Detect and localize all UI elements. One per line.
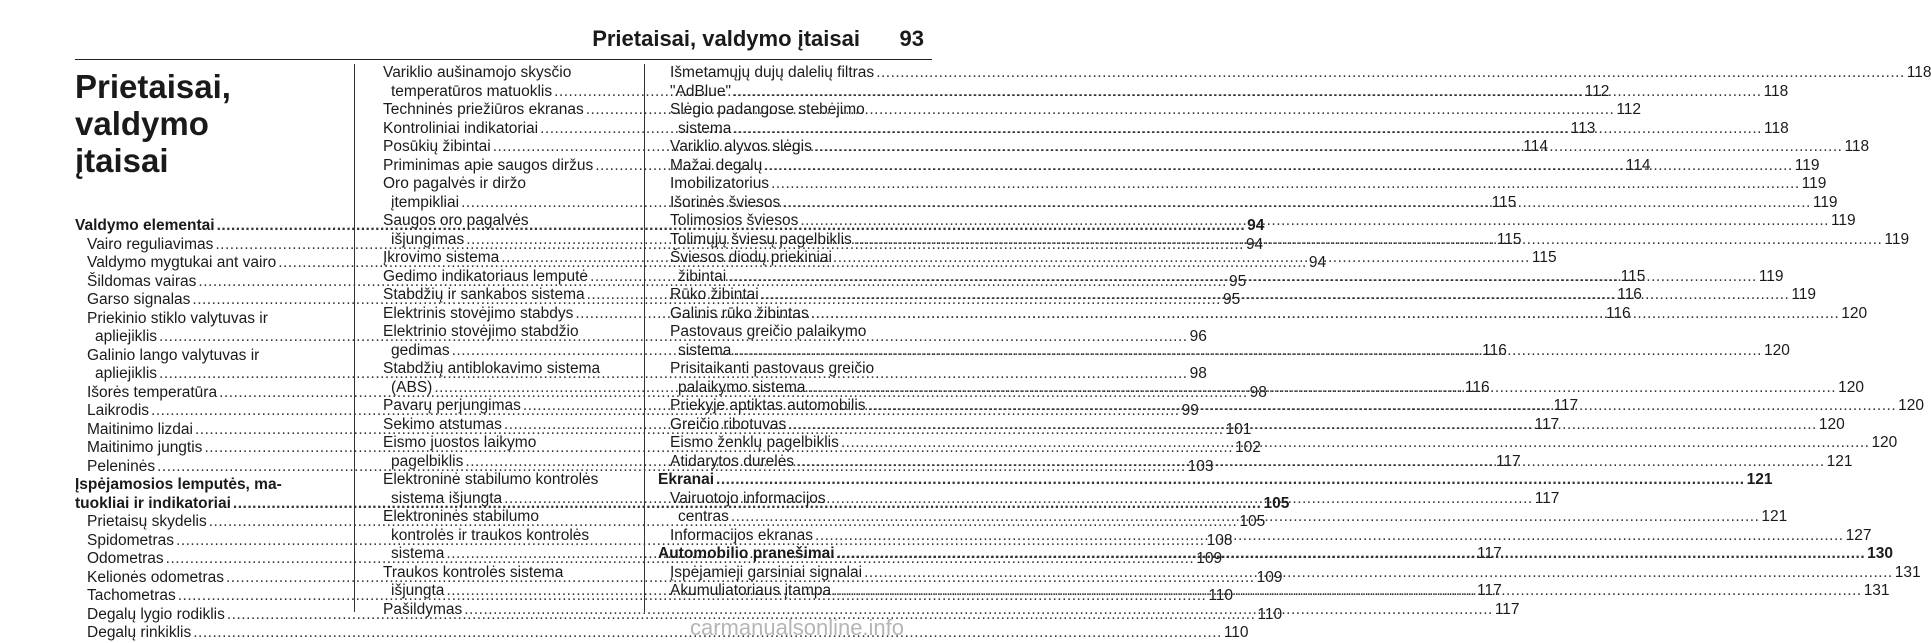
toc-entry-title: Automobilio pranešimai <box>658 545 835 562</box>
toc-page-number: 119 <box>1830 212 1856 229</box>
toc-entry-title: Variklio alyvos slėgis <box>670 138 812 155</box>
dot-leader <box>788 416 1817 435</box>
toc-entry-title: Sekimo atstumas <box>383 415 502 433</box>
toc-entry-title: Priminimas apie saugos diržus <box>383 156 594 174</box>
toc-page-number: 127 <box>1845 526 1872 544</box>
toc-entry[interactable] <box>658 175 1827 194</box>
toc-page-number: 110 <box>1223 624 1249 641</box>
toc-page-number: 118 <box>1844 138 1870 155</box>
toc-page-number: 116 <box>1605 304 1631 322</box>
header-rule <box>75 59 932 60</box>
toc-page-number: 109 <box>1256 568 1283 586</box>
toc-entry-title: Greičio ribotuvas <box>670 415 787 433</box>
dot-leader <box>733 120 1762 139</box>
toc-entry-title: Laikrodis <box>87 402 150 419</box>
dot-leader <box>501 249 1530 268</box>
dot-leader <box>854 231 1883 250</box>
toc-entry-text: Traukos kontrolės sistema <box>383 563 564 581</box>
dot-leader <box>811 305 1840 324</box>
page-number: 93 <box>899 26 924 51</box>
toc-entry-text: Stabdžių antiblokavimo sistema <box>383 360 601 377</box>
dot-leader <box>464 601 1493 620</box>
toc-entry-title: Rūko žibintai <box>670 286 759 303</box>
toc-page-number: 117 <box>1495 452 1521 470</box>
toc-page-number: 115 <box>1491 193 1517 211</box>
toc-page-number: 119 <box>1758 267 1784 285</box>
toc-entry-text: Elektroninė stabilumo kontrolės <box>383 471 599 488</box>
toc-entry-title: Valdymo elementai <box>75 217 215 234</box>
dot-leader <box>864 564 1893 583</box>
toc-page-number: 118 <box>1906 64 1931 81</box>
toc-entry-title: Stabdžių ir sankabos sistema <box>383 286 585 303</box>
toc-entry-title: Pašildymas <box>383 600 463 618</box>
dot-leader <box>868 397 1897 416</box>
toc-entry-title: Priekyje aptiktas automobilis <box>670 397 866 414</box>
toc-page-number: 95 <box>1228 272 1247 290</box>
toc-entry-text: Priekinio stiklo valytuvas ir <box>87 309 268 327</box>
toc-page-number: 115 <box>1531 249 1557 266</box>
toc-entry-title: Elektrinis stovėjimo stabdys <box>383 304 574 322</box>
toc-page-number: 114 <box>1625 156 1651 174</box>
toc-entry-title: Maitinimo jungtis <box>87 439 203 456</box>
toc-page-number: 117 <box>1476 545 1502 562</box>
dot-leader <box>782 194 1811 213</box>
toc-entry-text: Variklio aušinamojo skysčio <box>383 64 572 81</box>
dot-leader <box>764 157 1793 176</box>
dot-leader <box>761 286 1790 305</box>
dot-leader <box>833 582 1862 601</box>
toc-entry-title: (ABS) <box>391 378 433 396</box>
toc-entry-title: Peleninės <box>87 457 156 475</box>
toc-entry-text: Elektroninės stabilumo <box>383 508 539 525</box>
toc-page-number: 108 <box>1206 531 1233 549</box>
toc-entry-title: Tolimosios šviesos <box>670 212 799 229</box>
toc-page-number: 121 <box>1761 508 1788 525</box>
toc-page-number: 120 <box>1763 341 1790 359</box>
toc-entry-title: apliejiklis <box>95 365 158 382</box>
toc-entry-text: Slėgio padangose stebėjimo <box>670 101 865 118</box>
toc-entry-title: temperatūros matuoklis <box>391 82 553 100</box>
running-title: Prietaisai, valdymo įtaisai <box>592 26 860 51</box>
toc-entry-text: Pastovaus greičio palaikymo <box>670 323 867 340</box>
toc-entry-text: Įspėjamosios lemputės, ma- <box>75 476 282 493</box>
dot-leader <box>728 268 1757 287</box>
toc-page-number: 119 <box>1794 156 1820 174</box>
dot-leader <box>841 434 1870 453</box>
toc-entry-title: palaikymo sistema <box>678 378 806 396</box>
toc-page-number: 117 <box>1477 582 1502 599</box>
toc-entry-title: Atidarytos durelės <box>670 452 795 470</box>
toc-entry[interactable] <box>658 64 1931 83</box>
toc-entry-title: Išorinės šviesos <box>670 193 781 211</box>
toc-entry-title: Galinis rūko žibintas <box>670 304 809 322</box>
toc-entry-title: Gedimo indikatoriaus lemputė <box>383 267 589 285</box>
toc-entry-title: įtempikliai <box>391 193 460 211</box>
watermark: carmanualsonline.info <box>690 615 905 640</box>
toc-entry-title: Degalų rinkiklis <box>87 624 192 641</box>
toc-entry-title: Pavarų perjungimas <box>383 397 521 414</box>
toc-entry-title: Ekranai <box>658 471 715 488</box>
toc-page-number: 117 <box>1553 397 1579 414</box>
toc-page-number: 116 <box>1464 378 1490 396</box>
toc-page-number: 121 <box>1826 452 1853 470</box>
toc-page-number: 94 <box>1308 254 1327 271</box>
toc-entry[interactable] <box>658 471 1773 490</box>
toc-page-number: 105 <box>1263 494 1290 512</box>
toc-entry-title: sistema <box>678 341 732 359</box>
dot-leader <box>733 83 1762 102</box>
toc-entry-title: kontrolės ir traukos kontrolės <box>391 526 590 544</box>
toc-entry-title: "AdBlue" <box>670 82 731 100</box>
toc-page-number: 112 <box>1584 82 1610 100</box>
toc-entry-title: Spidometras <box>87 531 175 549</box>
toc-page-number: 95 <box>1222 291 1241 308</box>
toc-entry-title: Imobilizatorius <box>670 175 770 192</box>
toc-entry-title: Akumuliatoriaus įtampa <box>670 582 832 599</box>
page-header <box>0 0 960 62</box>
toc-page-number: 120 <box>1898 397 1925 414</box>
toc-page-number: 98 <box>1189 365 1207 382</box>
toc-page-number: 99 <box>1181 402 1199 419</box>
toc-entry-text: Saugos oro pagalvės <box>383 212 529 229</box>
toc-entry-title: Posūkių žibintai <box>383 138 491 155</box>
toc-entry-text: Elektrinio stovėjimo stabdžio <box>383 323 579 340</box>
toc-entry-title: Šildomas vairas <box>87 272 197 290</box>
toc-page-number: 119 <box>1812 193 1838 211</box>
toc-entry-title: Techninės priežiūros ekranas <box>383 101 584 118</box>
toc-page-number: 115 <box>1620 267 1646 285</box>
toc-entry-title: Garso signalas <box>87 291 191 308</box>
toc-entry-text: Prisitaikanti pastovaus greičio <box>670 360 875 377</box>
toc-page-number: 94 <box>1247 217 1265 234</box>
toc-entry-title: Eismo ženklų pagelbiklis <box>670 434 839 451</box>
dot-leader <box>800 212 1829 231</box>
toc-page-number: 116 <box>1482 341 1507 359</box>
toc-page-number: 103 <box>1187 457 1214 475</box>
toc-entry-title: Degalų lygio rodiklis <box>87 605 225 623</box>
toc-entry-title: Informacijos ekranas <box>670 526 814 544</box>
toc-page-number: 112 <box>1616 101 1642 118</box>
toc-page-number: 118 <box>1763 119 1789 137</box>
toc-page-number: 117 <box>1494 600 1520 618</box>
toc-entry-title: Kelionės odometras <box>87 568 224 586</box>
toc-page-number: 117 <box>1534 415 1560 433</box>
toc-entry-title: išjungta <box>391 582 445 599</box>
toc-entry-title: sistema <box>678 119 732 137</box>
toc-page-number: 98 <box>1249 383 1267 401</box>
toc-entry-title: tuokliai ir indikatoriai <box>75 494 231 512</box>
toc-entry-title: Išorės temperatūra <box>87 383 218 401</box>
toc-entry-title: Kontroliniai indikatoriai <box>383 119 539 137</box>
toc-page-number: 109 <box>1196 550 1223 567</box>
toc-entry-title: Tolimųjų šviesų pagelbiklis <box>670 230 852 248</box>
dot-leader <box>837 545 1866 564</box>
toc-entry-title: sistema išjungta <box>391 489 503 507</box>
toc-entry-title: Išmetamųjų dujų dalelių filtras <box>670 64 875 81</box>
toc-page-number: 113 <box>1570 119 1596 137</box>
toc-page-number: 119 <box>1884 230 1910 248</box>
toc-page-number: 96 <box>1189 328 1207 345</box>
toc-page-number: 110 <box>1208 587 1234 604</box>
toc-entry-text: Vairuotojo informacijos <box>670 489 826 507</box>
toc-page-number: 115 <box>1496 230 1522 248</box>
toc-entry-text: Oro pagalvės ir diržo <box>383 175 527 192</box>
toc-entry-title: sistema <box>391 545 445 562</box>
dot-leader <box>733 342 1762 361</box>
dot-leader <box>815 527 1844 546</box>
toc-entry-title: Valdymo mygtukai ant vairo <box>87 254 277 271</box>
toc-page-number: 131 <box>1863 582 1890 599</box>
dot-leader <box>814 138 1843 157</box>
toc-entry-title: pagelbiklis <box>391 452 464 470</box>
dot-leader <box>731 508 1760 527</box>
toc-page-number: 120 <box>1871 434 1898 451</box>
toc-entry-title: Tachometras <box>87 587 176 604</box>
section-title: Prietaisai, valdymo įtaisai <box>75 68 231 179</box>
toc-entry-text: Šviesos diodų priekiniai <box>670 249 832 266</box>
toc-entry[interactable] <box>371 527 632 546</box>
toc-page-number: 119 <box>1801 175 1827 192</box>
toc-entry-text: Eismo juostos laikymo <box>383 434 537 451</box>
toc-page-number: 116 <box>1617 286 1642 303</box>
toc-entry-title: apliejiklis <box>95 328 158 345</box>
toc-page-number: 130 <box>1867 545 1894 562</box>
toc-page-number: 120 <box>1818 415 1845 433</box>
toc-entry-title: Įkrovimo sistema <box>383 249 500 266</box>
toc-page-number: 119 <box>1791 286 1817 303</box>
toc-page-number: 94 <box>1245 235 1264 253</box>
toc-page-number: 101 <box>1225 420 1252 438</box>
toc-page-number: 102 <box>1235 439 1261 456</box>
toc-entry-title: Odometras <box>87 550 164 567</box>
toc-entry-title: išjungimas <box>391 230 465 248</box>
toc-page-number: 121 <box>1746 471 1773 488</box>
dot-leader <box>771 175 1800 194</box>
dot-leader <box>876 64 1905 83</box>
toc-page-number: 120 <box>1841 304 1868 322</box>
toc-entry-title: Prietaisų skydelis <box>87 513 207 530</box>
toc-entry-title: Mažai degalų <box>670 156 763 174</box>
toc-page-number: 110 <box>1257 605 1283 623</box>
toc-page-number: 131 <box>1894 563 1921 581</box>
toc-entry-title: Įspėjamieji garsiniai signalai <box>670 563 863 581</box>
dot-leader <box>716 471 1745 490</box>
toc-page-number: 117 <box>1534 489 1560 507</box>
toc-page-number: 105 <box>1239 513 1266 530</box>
toc-page-number: 114 <box>1523 138 1548 155</box>
toc-entry-title: žibintai <box>678 267 727 285</box>
toc-entry-title: centras <box>678 508 729 525</box>
toc-entry-title: gedimas <box>391 341 450 359</box>
toc-entry-title: Maitinimo lizdai <box>87 420 193 438</box>
toc-entry-title: Vairo reguliavimas <box>87 235 214 253</box>
toc-page-number: 118 <box>1763 82 1789 100</box>
toc-entry-text: Galinio lango valytuvas ir <box>87 346 260 364</box>
dot-leader <box>796 453 1825 472</box>
toc-page-number: 120 <box>1838 378 1864 396</box>
dot-leader <box>808 379 1837 398</box>
